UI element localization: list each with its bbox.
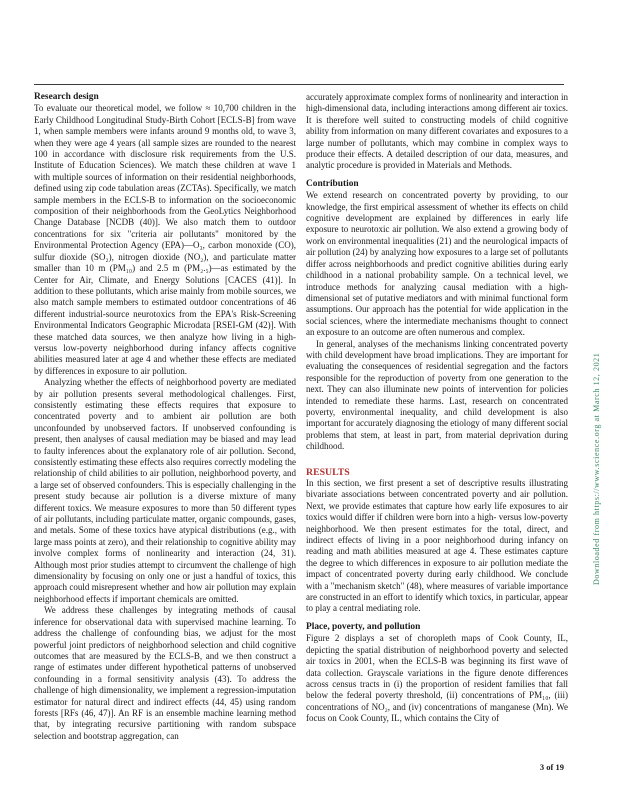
- results-heading: RESULTS: [306, 466, 350, 478]
- research-design-heading: Research design: [34, 92, 99, 102]
- contribution-heading: Contribution: [306, 178, 359, 189]
- contribution-paragraph-1: We extend research on concentrated poverty by providing, to our knowledge, the first empirical assessment of whether its effects on child cognitive development are explained by differences in early life exposure to neurotoxic air pollution. We also extend a growing body of work on environmental inequalities (21) and the neurological impacts of air pollution (24) by analyzing how exposures to a large set of pollutants differ across neighborhoods and predict cognitive abilities during early childhood in a national probability sample. On a technical level, we introduce methods for analyzing causal mediation with a high-dimensional set of putative mediators and with minimal functional form assumptions. Our approach has the potential for wide application in the social sciences, where the intermediate mechanisms thought to connect an exposure to an outcome are often numerous and complex.: [306, 190, 568, 338]
- download-watermark: Downloaded from https://www.science.org at March 12, 2021: [592, 352, 601, 585]
- right-intro-paragraph: accurately approximate complex forms of nonlinearity and interaction in high-dimensional data, including interactions among different air toxics. It is therefore well suited to constructing models of child cognitive ability from information on many different covariates and exposures to a large number of pollutants, which may combine in complex ways to produce their effects. A detailed description of our data, measures, and analytic procedure is provided in Materials and Methods.: [306, 92, 568, 171]
- left-paragraph-1: To evaluate our theoretical model, we follow ≈ 10,700 children in the Early Childhood Longitudinal Study-Birth Cohort [ECLS-B] from wave 1, when sample members were infants around 9 months old, to wave 3, when they were age 4 years (all sample sizes are rounded to the nearest 100 in accordance with disclosure risk requirements from the U.S. Institute of Education Sciences). We match these children at wave 1 with multiple sources of information on their residential neighborhoods, defined using zip code tabulation areas (ZCTAs). Specifically, we match sample members in the ECLS-B to information on the socioeconomic composition of their neighborhoods from the GeoLytics Neighborhood Change Database [NCDB (40)]. We also match them to outdoor concentrations for six "criteria air pollutants" monitored by the Environmental Protection Agency (EPA)—O₃, carbon monoxide (CO), sulfur dioxide (SO₂), nitrogen dioxide (NO₂), and particulate matter smaller than 10 m (PM₁₀) and 2.5 m (PM₂.₅)—as estimated by the Center for Air, Climate, and Energy Solutions [CACES (41)]. In addition to these pollutants, which arise mainly from mobile sources, we also match sample members to estimated outdoor concentrations of 46 different industrial-source neurotoxics from the EPA's Risk-Screening Environmental Indicators Geographic Microdata [RSEI-GM (42)]. With these matched data sources, we then analyze how living in a high- versus low-poverty neighborhood during infancy affects cognitive abilities measured later at age 4 and whether these effects are mediated by differences in exposure to air pollution.: [34, 103, 296, 376]
- left-paragraph-3: We address these challenges by integrating methods of causal inference for observational data with supervised machine learning. To address the challenge of confounding bias, we adjust for the most powerful joint predictors of neighborhood selection and child cognitive outcomes that are measured by the ECLS-B, and we then construct a range of estimates under different hypothetical patterns of unobserved confounding in a formal sensitivity analysis (43). To address the challenge of high dimensionality, we implement a regression-imputation estimator for natural direct and indirect effects (44, 45) using random forests [RFs (46, 47)]. An RF is an ensemble machine learning method that, by integrating recursive partitioning with random subspace selection and bootstrap aggregation, can: [34, 605, 296, 741]
- results-paragraph: In this section, we first present a set of descriptive results illustrating bivariate associations between concentrated poverty and air pollution. Next, we provide estimates that capture how early life exposures to air toxics would differ if children were born into a high- versus low-poverty neighborhood. We then present estimates for the total, direct, and indirect effects of living in a poor neighborhood during infancy on reading and math abilities measured at age 4. These estimates capture the degree to which differences in exposure to air pollution mediate the impact of concentrated poverty during early childhood. We conclude with a "mechanism sketch" (48), where measures of variable importance are constructed in an effort to identify which toxics, in particular, appear to play a central mediating role.: [306, 478, 568, 614]
- place-poverty-pollution-heading: Place, poverty, and pollution: [306, 621, 421, 632]
- header-rule: [34, 84, 564, 85]
- left-column: [34, 92, 296, 742]
- place-paragraph: Figure 2 displays a set of choropleth maps of Cook County, IL, depicting the spatial distribution of neighborhood poverty and selected air toxics in 2001, when the ECLS-B was beginning its first wave of data collection. Grayscale variations in the figure denote differences across census tracts in (i) the proportion of resident families that fall below the federal poverty threshold, (ii) concentrations of PM₁₀, (iii) concentrations of NO₂, and (iv) concentrations of manganese (Mn). We focus on Cook County, IL, which contains the City of: [306, 633, 568, 724]
- contribution-paragraph-2: In general, analyses of the mechanisms linking concentrated poverty with child development have broad implications. They are important for evaluating the consequences of residential segregation and the factors responsible for the reproduction of poverty from one generation to the next. They can also illuminate new points of intervention for policies intended to remediate these harms. Last, research on concentrated poverty, environmental inequality, and child development is also important for accurately diagnosing the etiology of many different social problems that stem, at least in part, from material deprivation during childhood.: [306, 338, 569, 452]
- left-paragraph-2: Analyzing whether the effects of neighborhood poverty are mediated by air pollution presents several methodological challenges. First, consistently estimating these effects requires that exposure to concentrated poverty and to ambient air pollution are both unconfounded by unobserved factors. If unobserved confounding is present, then analyses of causal mediation may be biased and may lead to faulty inferences about the explanatory role of air pollution. Second, consistently estimating these effects also requires correctly modeling the relationship of child abilities to air pollution, neighborhood poverty, and a large set of observed confounders. This is especially challenging in the present study because air pollution is a diverse mixture of many different toxics. We measure exposures to more than 50 different types of air pollutants, including particulate matter, organic compounds, gases, and metals. Some of these toxics have atypical distributions (e.g., with large mass points at zero), and their relationship to cognitive ability may involve complex forms of nonlinearity and interaction (24, 31). Although most prior studies attempt to circumvent the challenge of high dimensionality by focusing on only one or just a handful of toxics, this approach could misrepresent whether and how air pollution may explain neighborhood effects if important chemicals are omitted.: [34, 377, 296, 604]
- right-column: [306, 92, 568, 725]
- page-number: 3 of 19: [539, 762, 564, 772]
